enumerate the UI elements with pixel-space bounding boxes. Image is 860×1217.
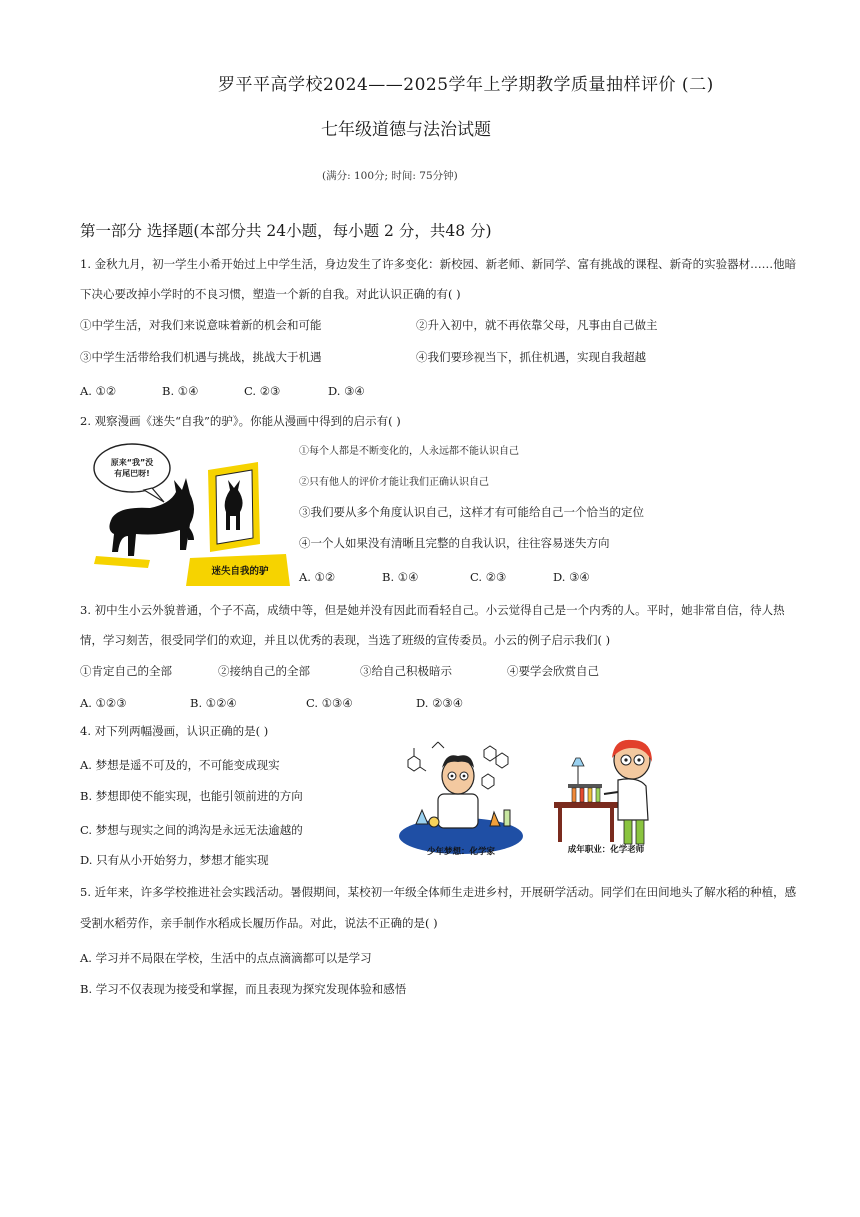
section-heading: 第一部分 选择题(本部分共 24小题，每小题 2 分，共48 分): [80, 222, 492, 240]
exam-meta: (满分: 100分; 时间: 75分钟): [322, 170, 458, 182]
q2-option-d: D. ③④: [553, 570, 590, 584]
q2-statement-3: ③我们要从多个角度认识自己，这样才有可能给自己一个恰当的定位: [299, 505, 644, 519]
donkey-cartoon: [90, 440, 290, 586]
q4-caption-left: 少年梦想：化学家: [426, 847, 496, 857]
q4-option-a: A. 梦想是遥不可及的，不可能变成现实: [80, 758, 280, 772]
q4-stem: 4. 对下列两幅漫画，认识正确的是( ): [80, 724, 269, 738]
q3-option-a: A. ①②③: [80, 696, 127, 710]
q4-option-b: B. 梦想即使不能实现，也能引领前进的方向: [80, 789, 303, 803]
q1-option-d: D. ③④: [328, 384, 365, 398]
q1-statement-4: ④我们要珍视当下，抓住机遇，实现自我超越: [416, 350, 646, 364]
q4-option-c: C. 梦想与现实之间的鸿沟是永远无法逾越的: [80, 823, 303, 837]
q3-statement-1: ①肯定自己的全部: [80, 664, 172, 678]
chemist-dream-cartoon: [394, 738, 528, 858]
exam-title: 罗平平高学校2024——2025学年上学期教学质量抽样评价 (二): [218, 75, 714, 95]
q2-stem: 2. 观察漫画《迷失“自我”的驴》。你能从漫画中得到的启示有( ): [80, 414, 401, 428]
q5-option-a: A. 学习并不局限在学校，生活中的点点滴滴都可以是学习: [80, 951, 372, 965]
q3-stem-line1: 3. 初中生小云外貌普通，个子不高，成绩中等，但是她并没有因此而看轻自己。小云觉得自己是一个内秀的人。平时，她非常自信，待人热: [80, 603, 785, 617]
q4-option-d: D. 只有从小开始努力，梦想才能实现: [80, 853, 269, 867]
q5-stem-line2: 受割水稻劳作，亲手制作水稻成长履历作品。对此，说法不正确的是( ): [80, 916, 438, 930]
q1-statement-3: ③中学生活带给我们机遇与挑战，挑战大于机遇: [80, 350, 322, 364]
q1-stem-line2: 下决心要改掉小学时的不良习惯，塑造一个新的自我。对此认识正确的有( ): [80, 287, 461, 301]
q1-stem-line1: 1. 金秋九月，初一学生小希开始过上中学生活，身边发生了许多变化：新校园、新老师、新同学、富有挑战的课程、新奇的实验器材……他暗: [80, 257, 797, 271]
q3-statement-2: ②接纳自己的全部: [218, 664, 310, 678]
q3-stem-line2: 情，学习刻苦，很受同学们的欢迎，并且以优秀的表现，当选了班级的宣传委员。小云的例子启示我们( ): [80, 633, 611, 647]
q3-statement-3: ③给自己积极暗示: [360, 664, 452, 678]
q2-statement-2: ②只有他人的评价才能让我们正确认识自己: [299, 477, 489, 488]
chemistry-teacher-cartoon: [552, 736, 662, 858]
cartoon-bubble-text-a: 原来“我”没: [110, 458, 154, 467]
q1-option-a: A. ①②: [80, 384, 117, 398]
cartoon-bubble-text-b: 有尾巴呀!: [114, 469, 150, 478]
q1-option-c: C. ②③: [244, 384, 281, 398]
q3-option-d: D. ②③④: [416, 696, 464, 710]
q5-option-b: B. 学习不仅表现为接受和掌握，而且表现为探究发现体验和感悟: [80, 982, 407, 996]
cartoon-caption: 迷失自我的驴: [211, 566, 269, 577]
q2-option-b: B. ①④: [382, 570, 419, 584]
q2-statement-1: ①每个人都是不断变化的，人永远都不能认识自己: [299, 446, 519, 457]
q2-statement-4: ④一个人如果没有清晰且完整的自我认识，往往容易迷失方向: [299, 536, 610, 550]
q3-option-c: C. ①③④: [306, 696, 353, 710]
q3-option-b: B. ①②④: [190, 696, 237, 710]
q2-option-a: A. ①②: [299, 570, 336, 584]
q5-stem-line1: 5. 近年来，许多学校推进社会实践活动。暑假期间，某校初一年级全体师生走进乡村，开展研学活动。同学们在田间地头了解水稻的种植，感: [80, 885, 797, 899]
q1-option-b: B. ①④: [162, 384, 199, 398]
q1-statement-1: ①中学生活，对我们来说意味着新的机会和可能: [80, 318, 322, 332]
exam-subtitle: 七年级道德与法治试题: [321, 120, 491, 140]
q1-statement-2: ②升入初中，就不再依靠父母，凡事由自己做主: [416, 318, 658, 332]
q2-option-c: C. ②③: [470, 570, 507, 584]
q3-statement-4: ④要学会欣赏自己: [507, 664, 599, 678]
q4-caption-right: 成年职业：化学老师: [567, 845, 645, 855]
